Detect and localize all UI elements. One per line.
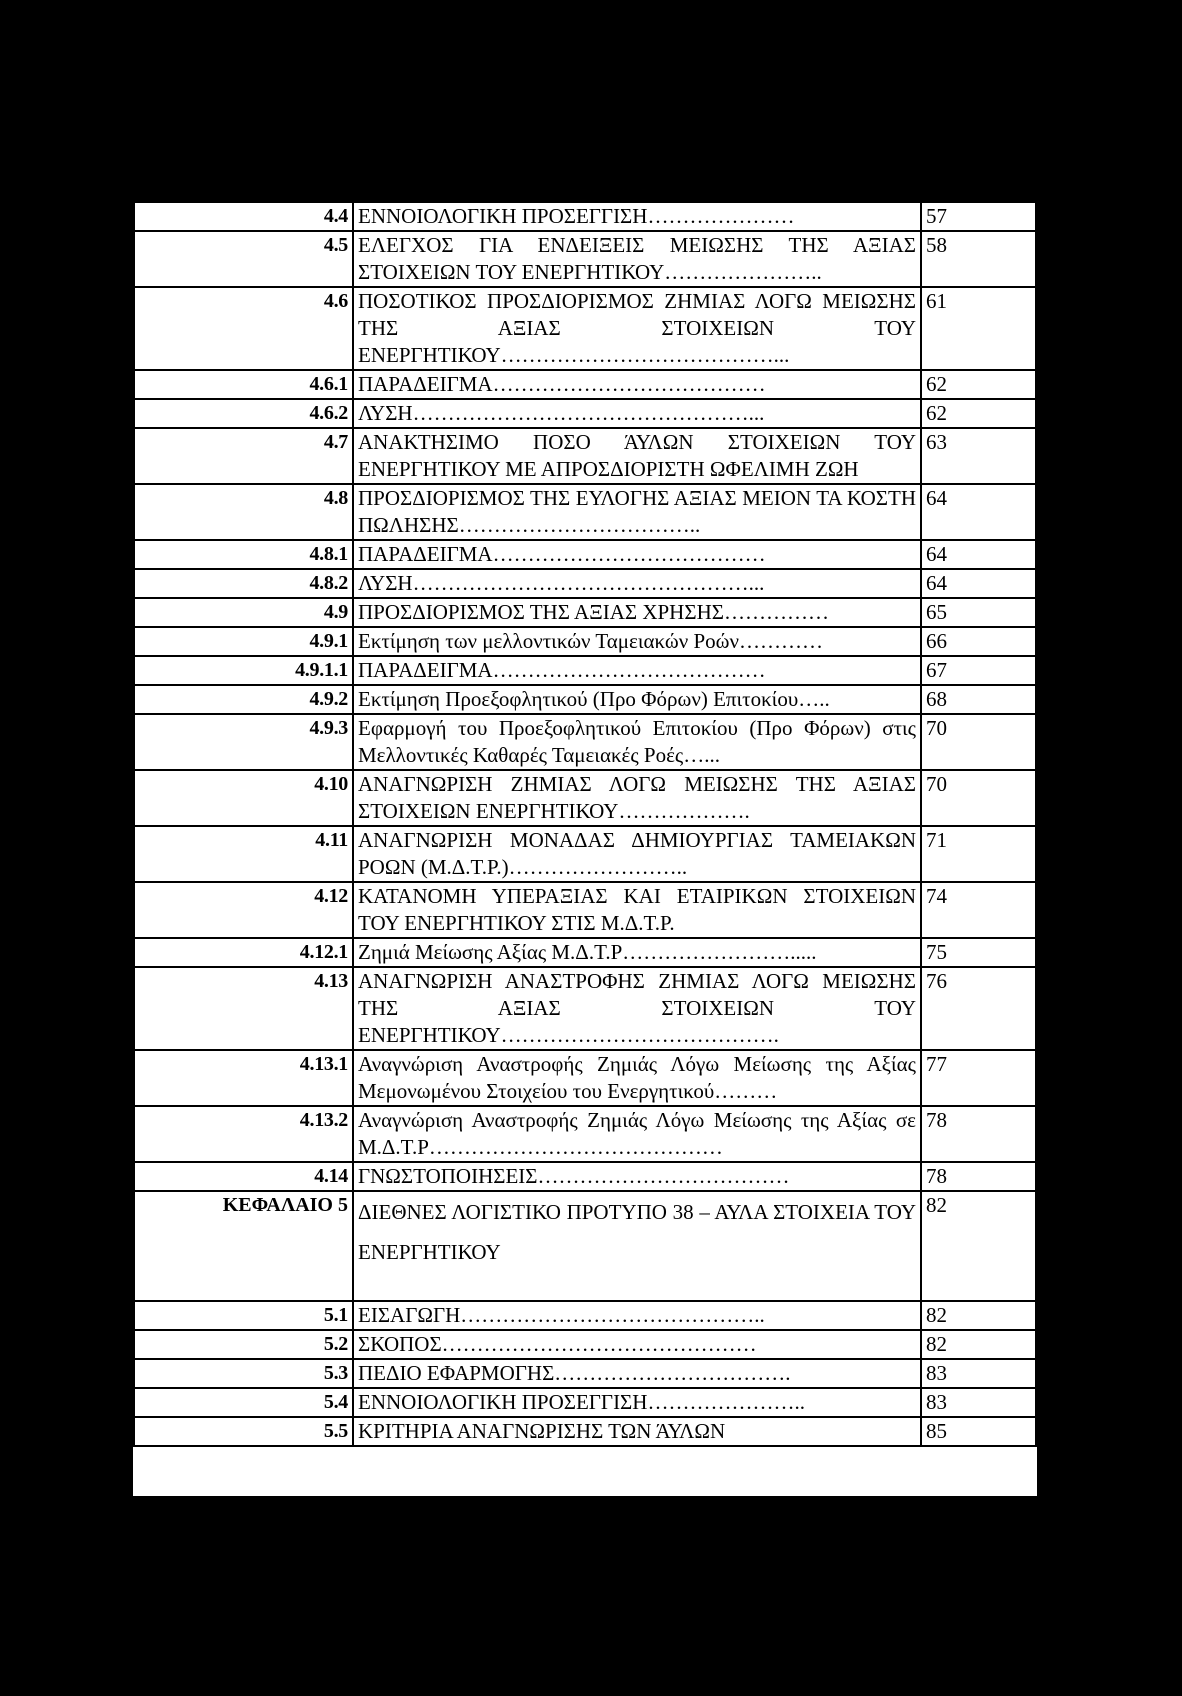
toc-section-number: 4.6.2 <box>134 399 353 428</box>
toc-row <box>134 685 1036 714</box>
toc-section-title: Εκτίμηση των μελλοντικών Ταμειακών Ροών………… <box>353 627 921 656</box>
toc-row <box>134 967 1036 1050</box>
toc-page-number: 58 <box>921 231 1036 287</box>
toc-row <box>134 399 1036 428</box>
toc-section-number: 4.13.1 <box>134 1050 353 1106</box>
toc-section-number: 4.9 <box>134 598 353 627</box>
toc-section-title: ΠΡΟΣΔΙΟΡΙΣΜΟΣ ΤΗΣ ΕΥΛΟΓΗΣ ΑΞΙΑΣ ΜΕΙΟΝ ΤΑ ΚΟΣΤΗ ΠΩΛΗΣΗΣ…………………………….. <box>353 484 921 540</box>
toc-row <box>134 287 1036 370</box>
toc-page-number: 78 <box>921 1162 1036 1191</box>
document-page <box>133 201 1037 1496</box>
toc-page-number: 82 <box>921 1301 1036 1330</box>
toc-row <box>134 1162 1036 1191</box>
toc-page-number: 65 <box>921 598 1036 627</box>
toc-page-number: 61 <box>921 287 1036 370</box>
toc-section-title: ΠΑΡΑΔΕΙΓΜΑ………………………………… <box>353 540 921 569</box>
toc-page-number: 66 <box>921 627 1036 656</box>
toc-row <box>134 1417 1036 1446</box>
toc-section-title: ΚΑΤΑΝΟΜΗ ΥΠΕΡΑΞΙΑΣ ΚΑΙ ΕΤΑΙΡΙΚΩΝ ΣΤΟΙΧΕΙΩΝ ΤΟΥ ΕΝΕΡΓΗΤΙΚΟΥ ΣΤΙΣ Μ.Δ.Τ.Ρ. <box>353 882 921 938</box>
toc-section-title: ΚΡΙΤΗΡΙΑ ΑΝΑΓΝΩΡΙΣΗΣ ΤΩΝ ΆΥΛΩΝ <box>353 1417 921 1446</box>
toc-row <box>134 1388 1036 1417</box>
toc-row <box>134 569 1036 598</box>
toc-row <box>134 1106 1036 1162</box>
toc-section-number: 4.8 <box>134 484 353 540</box>
toc-row <box>134 1191 1036 1301</box>
toc-section-number: 4.6.1 <box>134 370 353 399</box>
toc-section-number: 4.9.3 <box>134 714 353 770</box>
toc-page-number: 75 <box>921 938 1036 967</box>
toc-row <box>134 714 1036 770</box>
toc-page-number: 64 <box>921 540 1036 569</box>
toc-section-title: ΕΝΝΟΙΟΛΟΓΙΚΗ ΠΡΟΣΕΓΓΙΣΗ………………….. <box>353 1388 921 1417</box>
toc-row <box>134 882 1036 938</box>
toc-page-number: 74 <box>921 882 1036 938</box>
toc-section-title: ΕΙΣΑΓΩΓΗ…………………………………….. <box>353 1301 921 1330</box>
toc-row <box>134 1050 1036 1106</box>
toc-page-number: 83 <box>921 1359 1036 1388</box>
toc-section-number: 4.8.1 <box>134 540 353 569</box>
toc-section-title: ΠΟΣΟΤΙΚΟΣ ΠΡΟΣΔΙΟΡΙΣΜΟΣ ΖΗΜΙΑΣ ΛΟΓΩ ΜΕΙΩΣΗΣ ΤΗΣ ΑΞΙΑΣ ΣΤΟΙΧΕΙΩΝ ΤΟΥ ΕΝΕΡΓΗΤΙΚΟΥ…………………………………... <box>353 287 921 370</box>
toc-section-title: ΣΚΟΠΟΣ……………………………………… <box>353 1330 921 1359</box>
toc-page-number: 85 <box>921 1417 1036 1446</box>
toc-section-number: 5.2 <box>134 1330 353 1359</box>
toc-page-number: 77 <box>921 1050 1036 1106</box>
toc-page-number: 62 <box>921 370 1036 399</box>
toc-row <box>134 202 1036 231</box>
toc-section-title: ΛΥΣΗ…………………………………………... <box>353 399 921 428</box>
toc-section-number: 4.9.2 <box>134 685 353 714</box>
toc-page-number: 78 <box>921 1106 1036 1162</box>
toc-section-number: 5.5 <box>134 1417 353 1446</box>
toc-section-number: 4.10 <box>134 770 353 826</box>
toc-page-number: 67 <box>921 656 1036 685</box>
toc-section-title: ΠΕΔΙΟ ΕΦΑΡΜΟΓΗΣ……………………………. <box>353 1359 921 1388</box>
toc-row <box>134 1330 1036 1359</box>
toc-row <box>134 627 1036 656</box>
toc-section-number: 5.3 <box>134 1359 353 1388</box>
toc-section-title: ΛΥΣΗ…………………………………………... <box>353 569 921 598</box>
toc-section-title: Εκτίμηση Προεξοφλητικού (Προ Φόρων) Επιτοκίου….. <box>353 685 921 714</box>
toc-section-number: 4.11 <box>134 826 353 882</box>
toc-section-title: ΑΝΑΓΝΩΡΙΣΗ ΑΝΑΣΤΡΟΦΗΣ ΖΗΜΙΑΣ ΛΟΓΩ ΜΕΙΩΣΗΣ ΤΗΣ ΑΞΙΑΣ ΣΤΟΙΧΕΙΩΝ ΤΟΥ ΕΝΕΡΓΗΤΙΚΟΥ…………………………………. <box>353 967 921 1050</box>
toc-section-title: ΔΙΕΘΝΕΣ ΛΟΓΙΣΤΙΚΟ ΠΡΟΤΥΠΟ 38 – ΑΥΛΑ ΣΤΟΙΧΕΙΑ ΤΟΥ ΕΝΕΡΓΗΤΙΚΟΥ <box>353 1191 921 1301</box>
toc-row <box>134 231 1036 287</box>
toc-section-number: 4.7 <box>134 428 353 484</box>
toc-section-title: ΑΝΑΚΤΗΣΙΜΟ ΠΟΣΟ ΆΥΛΩΝ ΣΤΟΙΧΕΙΩΝ ΤΟΥ ΕΝΕΡΓΗΤΙΚΟΥ ΜΕ ΑΠΡΟΣΔΙΟΡΙΣΤΗ ΩΦΕΛΙΜΗ ΖΩΗ <box>353 428 921 484</box>
toc-section-number: 4.8.2 <box>134 569 353 598</box>
toc-section-title: Αναγνώριση Αναστροφής Ζημιάς Λόγω Μείωσης της Αξίας Μεμονωμένου Στοιχείου του Ενεργητικού……… <box>353 1050 921 1106</box>
toc-section-title: ΠΑΡΑΔΕΙΓΜΑ………………………………… <box>353 370 921 399</box>
toc-section-number: 4.14 <box>134 1162 353 1191</box>
toc-page-number: 64 <box>921 569 1036 598</box>
toc-section-title: ΠΡΟΣΔΙΟΡΙΣΜΟΣ ΤΗΣ ΑΞΙΑΣ ΧΡΗΣΗΣ…………… <box>353 598 921 627</box>
toc-page-number: 70 <box>921 770 1036 826</box>
toc-section-number: 4.12 <box>134 882 353 938</box>
toc-row <box>134 484 1036 540</box>
toc-page-number: 76 <box>921 967 1036 1050</box>
toc-section-number: 5.1 <box>134 1301 353 1330</box>
toc-section-number: 4.12.1 <box>134 938 353 967</box>
toc-section-number: 4.13 <box>134 967 353 1050</box>
toc-section-number: ΚΕΦΑΛΑΙΟ 5 <box>134 1191 353 1301</box>
table-of-contents <box>133 201 1037 1447</box>
toc-section-title: Αναγνώριση Αναστροφής Ζημιάς Λόγω Μείωσης της Αξίας σε Μ.Δ.Τ.Ρ…………………………………… <box>353 1106 921 1162</box>
toc-section-title: ΠΑΡΑΔΕΙΓΜΑ………………………………… <box>353 656 921 685</box>
toc-section-number: 5.4 <box>134 1388 353 1417</box>
toc-row <box>134 1301 1036 1330</box>
toc-row <box>134 370 1036 399</box>
toc-row <box>134 598 1036 627</box>
toc-page-number: 62 <box>921 399 1036 428</box>
toc-section-title: ΑΝΑΓΝΩΡΙΣΗ ΖΗΜΙΑΣ ΛΟΓΩ ΜΕΙΩΣΗΣ ΤΗΣ ΑΞΙΑΣ ΣΤΟΙΧΕΙΩΝ ΕΝΕΡΓΗΤΙΚΟΥ………………. <box>353 770 921 826</box>
toc-row <box>134 428 1036 484</box>
toc-row <box>134 770 1036 826</box>
toc-section-number: 4.9.1.1 <box>134 656 353 685</box>
toc-page-number: 82 <box>921 1330 1036 1359</box>
toc-section-number: 4.13.2 <box>134 1106 353 1162</box>
toc-page-number: 71 <box>921 826 1036 882</box>
toc-section-title: ΓΝΩΣΤΟΠΟΙΗΣΕΙΣ……………………………… <box>353 1162 921 1191</box>
toc-page-number: 64 <box>921 484 1036 540</box>
toc-page-number: 82 <box>921 1191 1036 1301</box>
toc-page-number: 68 <box>921 685 1036 714</box>
toc-section-title: ΕΛΕΓΧΟΣ ΓΙΑ ΕΝΔΕΙΞΕΙΣ ΜΕΙΩΣΗΣ ΤΗΣ ΑΞΙΑΣ ΣΤΟΙΧΕΙΩΝ ΤΟΥ ΕΝΕΡΓΗΤΙΚΟΥ………………….. <box>353 231 921 287</box>
toc-page-number: 63 <box>921 428 1036 484</box>
toc-page-number: 57 <box>921 202 1036 231</box>
toc-section-number: 4.6 <box>134 287 353 370</box>
toc-section-title: ΑΝΑΓΝΩΡΙΣΗ ΜΟΝΑΔΑΣ ΔΗΜΙΟΥΡΓΙΑΣ ΤΑΜΕΙΑΚΩΝ ΡΟΩΝ (Μ.Δ.Τ.Ρ.)…………………….. <box>353 826 921 882</box>
toc-section-number: 4.4 <box>134 202 353 231</box>
toc-row <box>134 826 1036 882</box>
toc-row <box>134 938 1036 967</box>
toc-section-title: ΕΝΝΟΙΟΛΟΓΙΚΗ ΠΡΟΣΕΓΓΙΣΗ………………… <box>353 202 921 231</box>
toc-row <box>134 656 1036 685</box>
toc-section-title: Ζημιά Μείωσης Αξίας Μ.Δ.Τ.Ρ……………………..... <box>353 938 921 967</box>
toc-section-number: 4.5 <box>134 231 353 287</box>
toc-row <box>134 540 1036 569</box>
toc-section-number: 4.9.1 <box>134 627 353 656</box>
toc-row <box>134 1359 1036 1388</box>
toc-page-number: 70 <box>921 714 1036 770</box>
toc-section-title: Εφαρμογή του Προεξοφλητικού Επιτοκίου (Προ Φόρων) στις Μελλοντικές Καθαρές Ταμειακές Ροές…... <box>353 714 921 770</box>
toc-page-number: 83 <box>921 1388 1036 1417</box>
